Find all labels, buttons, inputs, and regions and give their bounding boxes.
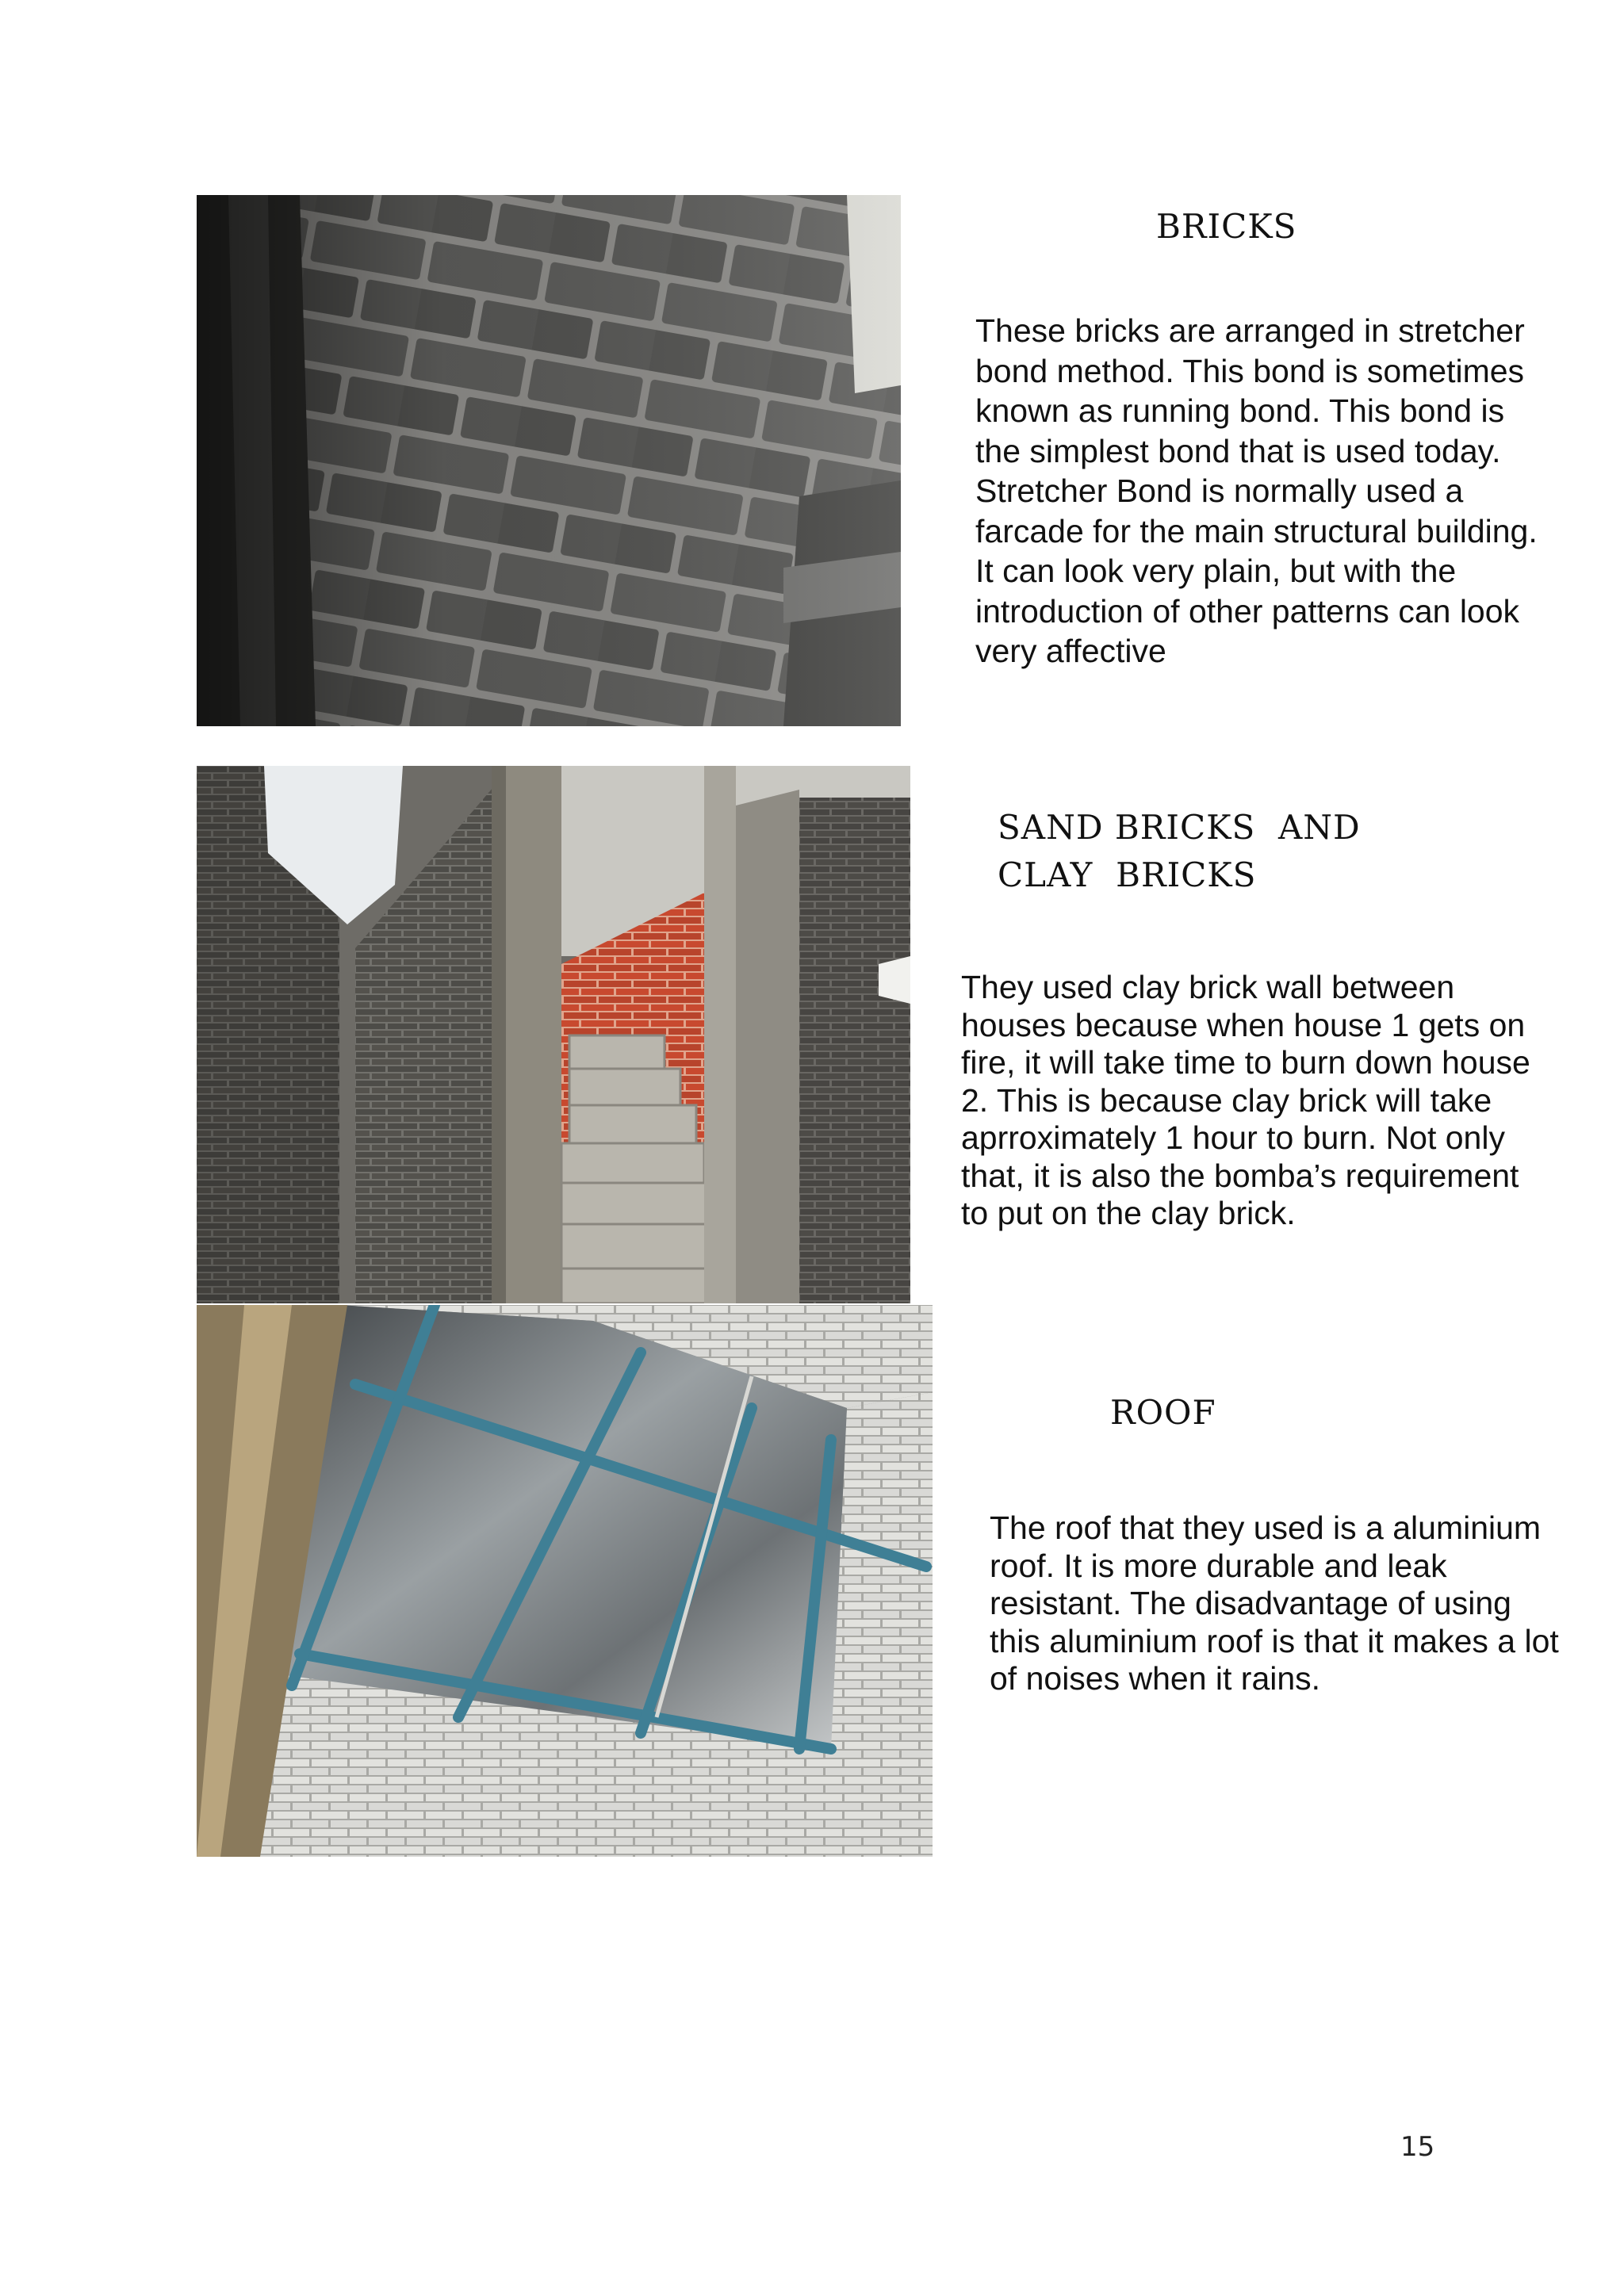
photo-aluminium-roof xyxy=(197,1305,933,1857)
section-heading-bricks xyxy=(1156,203,1297,251)
text-line: introduction of other patterns can look xyxy=(975,592,1520,629)
heading-line: SAND BRICKS AND xyxy=(998,808,1361,847)
section-body-roof xyxy=(990,1510,1559,1698)
heading-line: CLAY BRICKS xyxy=(998,855,1257,894)
text-line: this aluminium roof is that it makes a lot xyxy=(990,1622,1559,1659)
text-line: to put on the clay brick. xyxy=(961,1195,1296,1231)
text-line: bond method. This bond is sometimes xyxy=(975,352,1525,389)
text-line: It can look very plain, but with the xyxy=(975,553,1457,589)
text-line: fire, it will take time to burn down house xyxy=(961,1044,1530,1081)
text-line: known as running bond. This bond is xyxy=(975,392,1505,429)
section-heading-sand-and-clay-bricks xyxy=(998,804,1361,899)
section-heading-roof xyxy=(1110,1389,1216,1437)
section-body-bricks xyxy=(975,311,1538,672)
text-line: roof. It is more durable and leak xyxy=(990,1547,1447,1584)
page-number: 15 xyxy=(1400,2131,1435,2163)
text-line: that, it is also the bomba’s requirement xyxy=(961,1157,1519,1194)
heading-line: ROOF xyxy=(1110,1393,1216,1432)
text-line: very affective xyxy=(975,633,1166,669)
text-line: the simplest bond that is used today. xyxy=(975,432,1501,469)
photo-concrete-brick-wall xyxy=(197,195,901,726)
text-line: 2. This is because clay brick will take xyxy=(961,1081,1492,1119)
section-body-sand-and-clay-bricks xyxy=(961,969,1530,1233)
text-line: aprroximately 1 hour to burn. Not only xyxy=(961,1119,1505,1156)
text-line: They used clay brick wall between xyxy=(961,969,1455,1005)
text-line: farcade for the main structural building. xyxy=(975,512,1538,549)
text-line: The roof that they used is a aluminium xyxy=(990,1510,1542,1546)
text-line: Stretcher Bond is normally used a xyxy=(975,473,1464,509)
heading-line: BRICKS xyxy=(1156,207,1297,246)
text-line: resistant. The disadvantage of using xyxy=(990,1585,1511,1621)
text-line: of noises when it rains. xyxy=(990,1660,1321,1697)
text-line: These bricks are arranged in stretcher xyxy=(975,312,1525,349)
text-line: houses because when house 1 gets on xyxy=(961,1006,1526,1043)
photo-sand-and-clay-brick-stairwell xyxy=(197,766,910,1303)
